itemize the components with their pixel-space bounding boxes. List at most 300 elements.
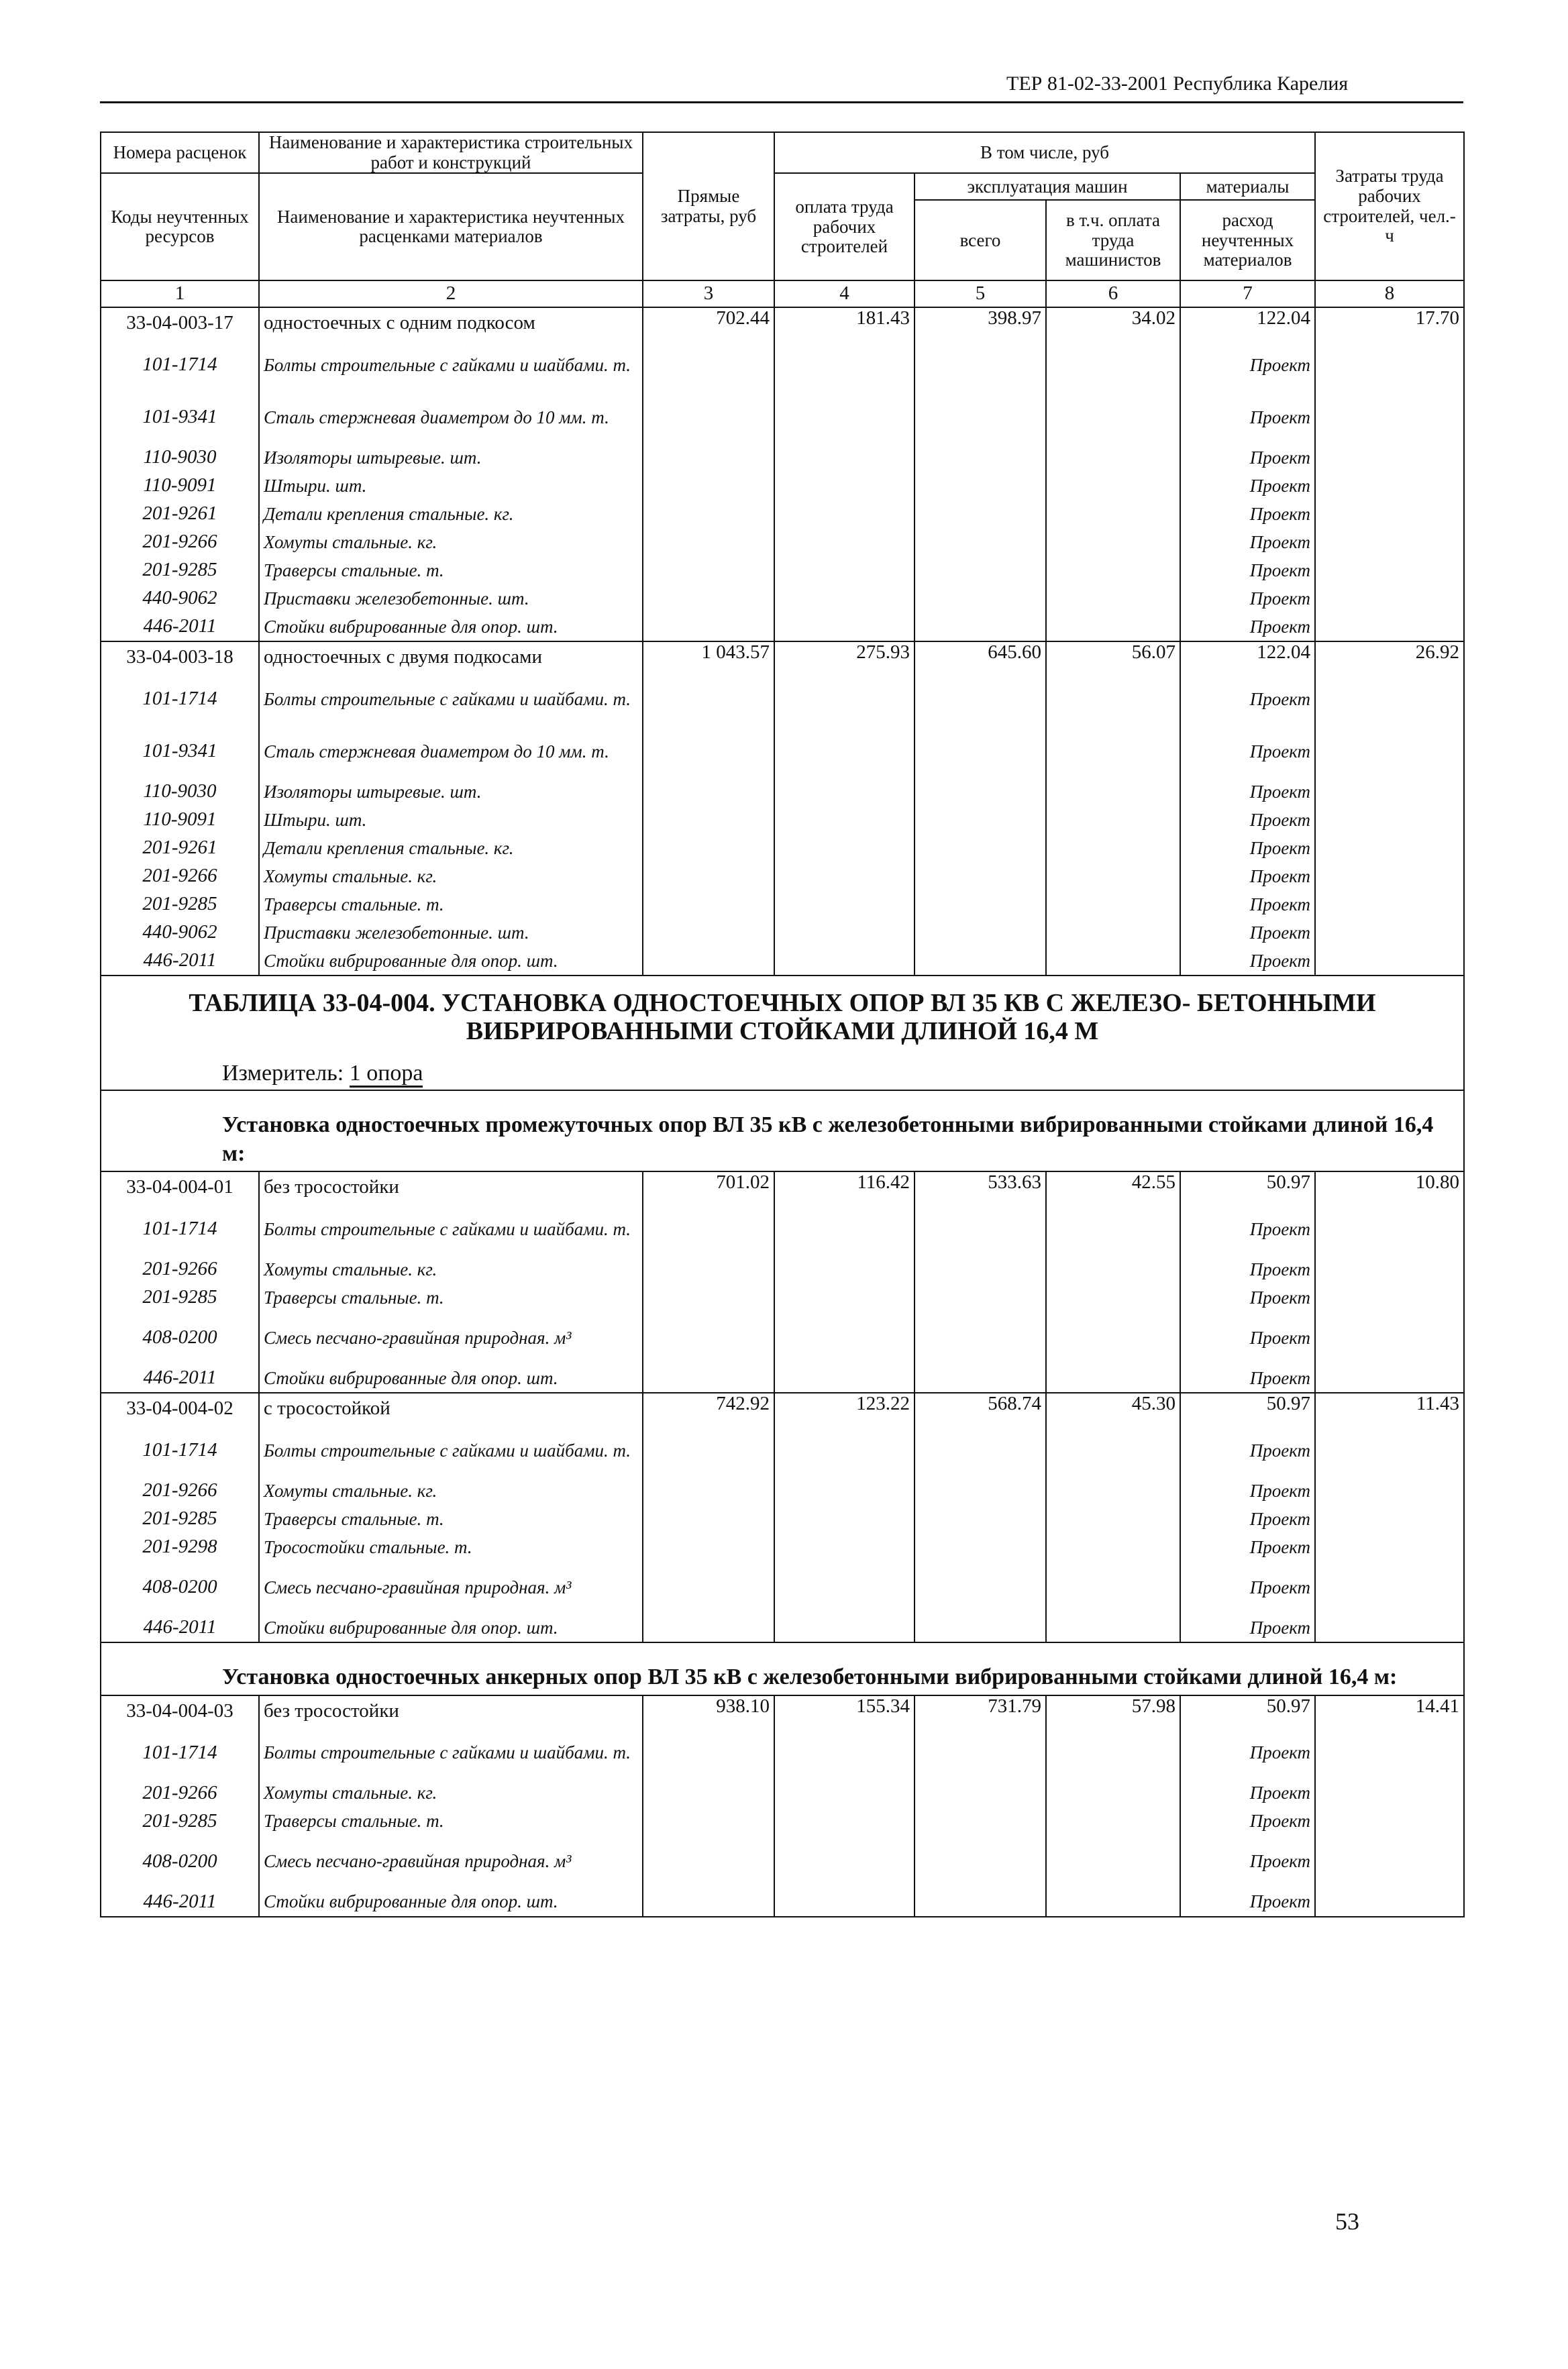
empty-cell — [1315, 1424, 1464, 1477]
material-name: Изоляторы штыревые. шт. — [259, 443, 643, 472]
empty-cell — [914, 673, 1046, 725]
empty-cell — [914, 528, 1046, 556]
empty-cell — [774, 472, 914, 500]
empty-cell — [643, 918, 774, 947]
empty-cell — [643, 1364, 774, 1393]
empty-cell — [774, 1727, 914, 1779]
work-name: без тросостойки — [259, 1695, 643, 1727]
empty-cell — [1046, 673, 1180, 725]
empty-cell — [1046, 1533, 1180, 1561]
section-heading: Установка одностоечных промежуточных опор ВЛ 35 кВ с железобетонными вибрированными стойками длиной 16,4 м: — [101, 1090, 1464, 1171]
header-worker-pay: оплата труда рабочих строителей — [774, 173, 914, 280]
empty-cell — [914, 1424, 1046, 1477]
empty-cell — [914, 1477, 1046, 1505]
material-row — [101, 528, 1464, 556]
empty-cell — [643, 613, 774, 641]
value-cell: 568.74 — [914, 1393, 1046, 1424]
empty-cell — [914, 834, 1046, 862]
material-row — [101, 391, 1464, 443]
empty-cell — [914, 391, 1046, 443]
empty-cell — [1046, 806, 1180, 834]
material-row — [101, 1836, 1464, 1888]
value-cell: 533.63 — [914, 1171, 1046, 1203]
resource-code: 101-1714 — [101, 1424, 259, 1477]
empty-cell — [774, 1614, 914, 1642]
material-consumption: Проект — [1180, 613, 1315, 641]
empty-cell — [643, 1533, 774, 1561]
empty-cell — [1315, 1836, 1464, 1888]
empty-cell — [774, 1779, 914, 1807]
empty-cell — [914, 1807, 1046, 1836]
header-material-name: Наименование и характеристика неучтенных расценками материалов — [259, 173, 643, 280]
material-consumption: Проект — [1180, 1727, 1315, 1779]
material-row — [101, 1255, 1464, 1283]
empty-cell — [1315, 890, 1464, 918]
empty-cell — [914, 947, 1046, 976]
material-consumption: Проект — [1180, 584, 1315, 613]
material-row — [101, 1312, 1464, 1364]
empty-cell — [914, 1533, 1046, 1561]
material-row — [101, 862, 1464, 890]
work-name: одностоечных с одним подкосом — [259, 307, 643, 339]
header-work-name: Наименование и характеристика строительных работ и конструкций — [259, 132, 643, 173]
material-row — [101, 1779, 1464, 1807]
empty-cell — [914, 1888, 1046, 1917]
empty-cell — [643, 556, 774, 584]
material-consumption: Проект — [1180, 1312, 1315, 1364]
material-consumption: Проект — [1180, 778, 1315, 806]
value-cell: 50.97 — [1180, 1171, 1315, 1203]
material-row — [101, 443, 1464, 472]
value-cell: 11.43 — [1315, 1393, 1464, 1424]
material-consumption: Проект — [1180, 918, 1315, 947]
header-machinist-pay: в т.ч. оплата труда машинистов — [1046, 200, 1180, 280]
resource-code: 201-9266 — [101, 1779, 259, 1807]
empty-cell — [1046, 1203, 1180, 1255]
empty-cell — [1315, 339, 1464, 391]
column-number: 1 — [101, 280, 259, 307]
empty-cell — [1046, 1477, 1180, 1505]
empty-cell — [914, 1614, 1046, 1642]
material-name: Траверсы стальные. т. — [259, 556, 643, 584]
material-consumption: Проект — [1180, 834, 1315, 862]
empty-cell — [774, 391, 914, 443]
material-row — [101, 725, 1464, 778]
resource-code: 201-9261 — [101, 834, 259, 862]
material-name: Детали крепления стальные. кг. — [259, 834, 643, 862]
empty-cell — [914, 1779, 1046, 1807]
empty-cell — [1315, 1477, 1464, 1505]
empty-cell — [774, 862, 914, 890]
empty-cell — [1315, 1614, 1464, 1642]
empty-cell — [643, 1807, 774, 1836]
empty-cell — [774, 890, 914, 918]
material-name: Траверсы стальные. т. — [259, 890, 643, 918]
empty-cell — [774, 1533, 914, 1561]
material-consumption: Проект — [1180, 1836, 1315, 1888]
table-row — [101, 1695, 1464, 1727]
empty-cell — [1046, 862, 1180, 890]
column-number: 5 — [914, 280, 1046, 307]
value-cell: 645.60 — [914, 641, 1046, 673]
material-name: Стойки вибрированные для опор. шт. — [259, 1364, 643, 1393]
material-consumption: Проект — [1180, 1779, 1315, 1807]
material-name: Тросостойки стальные. т. — [259, 1533, 643, 1561]
material-consumption: Проект — [1180, 1424, 1315, 1477]
empty-cell — [1315, 1364, 1464, 1393]
column-number: 4 — [774, 280, 914, 307]
empty-cell — [643, 834, 774, 862]
empty-cell — [774, 1312, 914, 1364]
value-cell: 398.97 — [914, 307, 1046, 339]
material-name: Сталь стержневая диаметром до 10 мм. т. — [259, 725, 643, 778]
header-direct-costs: Прямые затраты, руб — [643, 132, 774, 280]
empty-cell — [1046, 339, 1180, 391]
empty-cell — [1046, 778, 1180, 806]
material-consumption: Проект — [1180, 947, 1315, 976]
empty-cell — [1046, 584, 1180, 613]
empty-cell — [1046, 1561, 1180, 1614]
header-resource-codes: Коды неучтенных ресурсов — [101, 173, 259, 280]
header-rule — [100, 101, 1463, 103]
material-row — [101, 1807, 1464, 1836]
empty-cell — [643, 1561, 774, 1614]
empty-cell — [1315, 1888, 1464, 1917]
material-row — [101, 1477, 1464, 1505]
resource-code: 446-2011 — [101, 947, 259, 976]
empty-cell — [914, 1505, 1046, 1533]
empty-cell — [774, 947, 914, 976]
empty-cell — [1315, 1779, 1464, 1807]
empty-cell — [643, 528, 774, 556]
material-row — [101, 1424, 1464, 1477]
table-row — [101, 641, 1464, 673]
empty-cell — [1046, 1255, 1180, 1283]
measure-label: Измеритель: — [222, 1060, 344, 1086]
empty-cell — [914, 500, 1046, 528]
empty-cell — [1046, 613, 1180, 641]
empty-cell — [914, 613, 1046, 641]
resource-code: 446-2011 — [101, 1364, 259, 1393]
header-machines-total: всего — [914, 200, 1046, 280]
value-cell: 742.92 — [643, 1393, 774, 1424]
resource-code: 201-9266 — [101, 1255, 259, 1283]
value-cell: 1 043.57 — [643, 641, 774, 673]
empty-cell — [643, 778, 774, 806]
empty-cell — [643, 1727, 774, 1779]
empty-cell — [1315, 1203, 1464, 1255]
resource-code: 408-0200 — [101, 1836, 259, 1888]
empty-cell — [774, 1836, 914, 1888]
resource-code: 440-9062 — [101, 918, 259, 947]
material-name: Траверсы стальные. т. — [259, 1283, 643, 1312]
resource-code: 408-0200 — [101, 1312, 259, 1364]
header-machines: эксплуатация машин — [914, 173, 1180, 200]
material-consumption: Проект — [1180, 1477, 1315, 1505]
value-cell: 50.97 — [1180, 1695, 1315, 1727]
empty-cell — [1046, 528, 1180, 556]
resource-code: 101-9341 — [101, 391, 259, 443]
material-name: Стойки вибрированные для опор. шт. — [259, 1614, 643, 1642]
resource-code: 440-9062 — [101, 584, 259, 613]
header-rate-numbers: Номера расценок — [101, 132, 259, 173]
empty-cell — [914, 1203, 1046, 1255]
rate-code: 33-04-003-18 — [101, 641, 259, 673]
value-cell: 123.22 — [774, 1393, 914, 1424]
empty-cell — [1046, 391, 1180, 443]
value-cell: 731.79 — [914, 1695, 1046, 1727]
empty-cell — [1315, 862, 1464, 890]
column-numbers-row — [101, 280, 1464, 307]
material-consumption: Проект — [1180, 443, 1315, 472]
empty-cell — [643, 1283, 774, 1312]
material-name: Хомуты стальные. кг. — [259, 1477, 643, 1505]
material-name: Хомуты стальные. кг. — [259, 862, 643, 890]
empty-cell — [1315, 1533, 1464, 1561]
empty-cell — [774, 806, 914, 834]
material-name: Траверсы стальные. т. — [259, 1505, 643, 1533]
empty-cell — [914, 1561, 1046, 1614]
value-cell: 45.30 — [1046, 1393, 1180, 1424]
material-name: Сталь стержневая диаметром до 10 мм. т. — [259, 391, 643, 443]
empty-cell — [1046, 1779, 1180, 1807]
empty-cell — [914, 556, 1046, 584]
empty-cell — [1046, 1836, 1180, 1888]
material-name: Хомуты стальные. кг. — [259, 1779, 643, 1807]
empty-cell — [774, 1203, 914, 1255]
empty-cell — [914, 1312, 1046, 1364]
empty-cell — [914, 890, 1046, 918]
empty-cell — [1315, 556, 1464, 584]
material-name: Изоляторы штыревые. шт. — [259, 778, 643, 806]
empty-cell — [774, 1283, 914, 1312]
material-row — [101, 947, 1464, 976]
table-title-row — [101, 976, 1464, 1053]
value-cell: 122.04 — [1180, 307, 1315, 339]
section-heading-row — [101, 1642, 1464, 1695]
material-consumption: Проект — [1180, 1364, 1315, 1393]
empty-cell — [1315, 391, 1464, 443]
empty-cell — [1315, 528, 1464, 556]
empty-cell — [643, 1779, 774, 1807]
empty-cell — [774, 725, 914, 778]
material-consumption: Проект — [1180, 1561, 1315, 1614]
empty-cell — [1315, 918, 1464, 947]
material-name: Болты строительные с гайками и шайбами. т. — [259, 1203, 643, 1255]
resource-code: 101-1714 — [101, 673, 259, 725]
material-name: Штыри. шт. — [259, 806, 643, 834]
empty-cell — [1046, 500, 1180, 528]
empty-cell — [643, 673, 774, 725]
empty-cell — [1046, 725, 1180, 778]
empty-cell — [774, 1888, 914, 1917]
empty-cell — [774, 778, 914, 806]
empty-cell — [1315, 673, 1464, 725]
empty-cell — [1046, 443, 1180, 472]
empty-cell — [914, 339, 1046, 391]
empty-cell — [643, 862, 774, 890]
material-name: Болты строительные с гайками и шайбами. т. — [259, 1424, 643, 1477]
material-consumption: Проект — [1180, 339, 1315, 391]
empty-cell — [914, 584, 1046, 613]
empty-cell — [643, 443, 774, 472]
empty-cell — [643, 1312, 774, 1364]
material-consumption: Проект — [1180, 1533, 1315, 1561]
value-cell: 50.97 — [1180, 1393, 1315, 1424]
material-consumption: Проект — [1180, 862, 1315, 890]
material-name: Стойки вибрированные для опор. шт. — [259, 947, 643, 976]
empty-cell — [1046, 472, 1180, 500]
value-cell: 42.55 — [1046, 1171, 1180, 1203]
empty-cell — [914, 725, 1046, 778]
value-cell: 14.41 — [1315, 1695, 1464, 1727]
empty-cell — [1046, 1364, 1180, 1393]
empty-cell — [643, 1477, 774, 1505]
material-name: Стойки вибрированные для опор. шт. — [259, 613, 643, 641]
empty-cell — [1046, 918, 1180, 947]
resource-code: 101-1714 — [101, 1727, 259, 1779]
value-cell: 34.02 — [1046, 307, 1180, 339]
value-cell: 938.10 — [643, 1695, 774, 1727]
material-consumption: Проект — [1180, 528, 1315, 556]
empty-cell — [1046, 1312, 1180, 1364]
empty-cell — [1046, 1727, 1180, 1779]
material-consumption: Проект — [1180, 806, 1315, 834]
empty-cell — [774, 1255, 914, 1283]
value-cell: 181.43 — [774, 307, 914, 339]
empty-cell — [1315, 947, 1464, 976]
empty-cell — [914, 778, 1046, 806]
column-number: 3 — [643, 280, 774, 307]
resource-code: 446-2011 — [101, 1888, 259, 1917]
empty-cell — [1315, 443, 1464, 472]
empty-cell — [914, 1283, 1046, 1312]
rate-code: 33-04-004-01 — [101, 1171, 259, 1203]
material-row — [101, 584, 1464, 613]
empty-cell — [774, 528, 914, 556]
empty-cell — [1315, 613, 1464, 641]
empty-cell — [1315, 806, 1464, 834]
material-row — [101, 1283, 1464, 1312]
column-number: 2 — [259, 280, 643, 307]
resource-code: 446-2011 — [101, 613, 259, 641]
resource-code: 201-9285 — [101, 1505, 259, 1533]
value-cell: 10.80 — [1315, 1171, 1464, 1203]
empty-cell — [643, 584, 774, 613]
material-row — [101, 1203, 1464, 1255]
value-cell: 56.07 — [1046, 641, 1180, 673]
resource-code: 201-9285 — [101, 1283, 259, 1312]
empty-cell — [1046, 1505, 1180, 1533]
material-consumption: Проект — [1180, 556, 1315, 584]
empty-cell — [643, 1836, 774, 1888]
empty-cell — [1315, 1727, 1464, 1779]
resource-code: 446-2011 — [101, 1614, 259, 1642]
material-row — [101, 890, 1464, 918]
empty-cell — [643, 725, 774, 778]
empty-cell — [643, 1614, 774, 1642]
material-name: Штыри. шт. — [259, 472, 643, 500]
material-row — [101, 1888, 1464, 1917]
material-name: Траверсы стальные. т. — [259, 1807, 643, 1836]
empty-cell — [1046, 834, 1180, 862]
material-name: Стойки вибрированные для опор. шт. — [259, 1888, 643, 1917]
resource-code: 101-1714 — [101, 339, 259, 391]
material-name: Смесь песчано-гравийная природная. м³ — [259, 1312, 643, 1364]
resource-code: 201-9266 — [101, 1477, 259, 1505]
empty-cell — [1315, 584, 1464, 613]
rate-code: 33-04-004-02 — [101, 1393, 259, 1424]
resource-code: 201-9266 — [101, 528, 259, 556]
material-consumption: Проект — [1180, 1283, 1315, 1312]
empty-cell — [914, 806, 1046, 834]
value-cell: 17.70 — [1315, 307, 1464, 339]
header-labor-hours: Затраты труда рабочих строителей, чел.-ч — [1315, 132, 1464, 280]
empty-cell — [774, 1424, 914, 1477]
table-row — [101, 1393, 1464, 1424]
material-row — [101, 918, 1464, 947]
material-consumption: Проект — [1180, 391, 1315, 443]
empty-cell — [774, 673, 914, 725]
resource-code: 110-9030 — [101, 443, 259, 472]
material-name: Хомуты стальные. кг. — [259, 1255, 643, 1283]
material-name: Болты строительные с гайками и шайбами. т. — [259, 1727, 643, 1779]
resource-code: 201-9285 — [101, 890, 259, 918]
empty-cell — [643, 1505, 774, 1533]
empty-cell — [1046, 1807, 1180, 1836]
resource-code: 408-0200 — [101, 1561, 259, 1614]
empty-cell — [1046, 890, 1180, 918]
resource-code: 101-9341 — [101, 725, 259, 778]
empty-cell — [1046, 1888, 1180, 1917]
resource-code: 201-9285 — [101, 1807, 259, 1836]
empty-cell — [914, 862, 1046, 890]
page-number: 53 — [1335, 2208, 1359, 2235]
measure-row — [101, 1053, 1464, 1090]
material-row — [101, 1364, 1464, 1393]
material-row — [101, 472, 1464, 500]
measure-unit — [101, 1053, 1464, 1090]
material-row — [101, 1561, 1464, 1614]
empty-cell — [643, 947, 774, 976]
empty-cell — [1046, 1283, 1180, 1312]
material-row — [101, 806, 1464, 834]
work-name: с тросостойкой — [259, 1393, 643, 1424]
empty-cell — [643, 391, 774, 443]
header-including: В том числе, руб — [774, 132, 1315, 173]
empty-cell — [774, 443, 914, 472]
material-row — [101, 339, 1464, 391]
material-name: Смесь песчано-гравийная природная. м³ — [259, 1836, 643, 1888]
column-number: 6 — [1046, 280, 1180, 307]
column-number: 7 — [1180, 280, 1315, 307]
empty-cell — [774, 1561, 914, 1614]
material-consumption: Проект — [1180, 500, 1315, 528]
material-name: Смесь песчано-гравийная природная. м³ — [259, 1561, 643, 1614]
value-cell: 275.93 — [774, 641, 914, 673]
empty-cell — [643, 1255, 774, 1283]
empty-cell — [774, 556, 914, 584]
value-cell: 122.04 — [1180, 641, 1315, 673]
empty-cell — [774, 918, 914, 947]
material-consumption: Проект — [1180, 673, 1315, 725]
empty-cell — [1315, 1255, 1464, 1283]
running-header: ТЕР 81-02-33-2001 Республика Карелия — [1006, 72, 1349, 95]
material-consumption: Проект — [1180, 1505, 1315, 1533]
material-consumption: Проект — [1180, 1888, 1315, 1917]
material-consumption: Проект — [1180, 1255, 1315, 1283]
material-consumption: Проект — [1180, 1614, 1315, 1642]
